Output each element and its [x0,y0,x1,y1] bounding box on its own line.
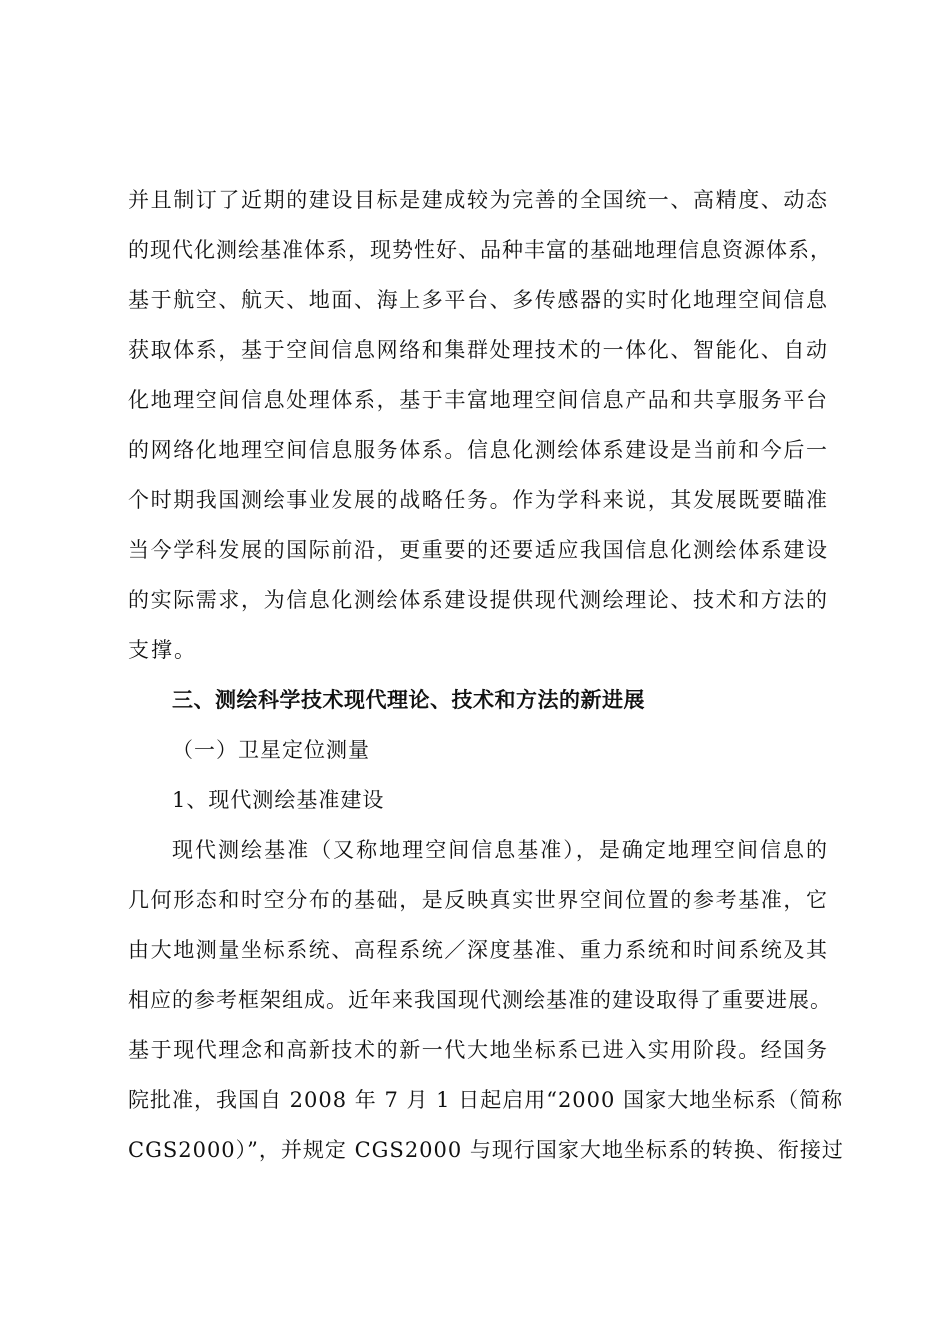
paragraph-line: 几何形态和时空分布的基础，是反映真实世界空间位置的参考基准，它 [128,888,828,912]
paragraph-line: 基于现代理念和高新技术的新一代大地坐标系已进入实用阶段。经国务 [128,1038,828,1062]
item-heading: 1、现代测绘基准建设 [172,788,385,812]
paragraph-line: 的实际需求，为信息化测绘体系建设提供现代测绘理论、技术和方法的 [128,588,828,612]
paragraph-line: 的网络化地理空间信息服务体系。信息化测绘体系建设是当前和今后一 [128,438,828,462]
paragraph-line: 化地理空间信息处理体系，基于丰富地理空间信息产品和共享服务平台 [128,388,828,412]
paragraph-line: 的现代化测绘基准体系，现势性好、品种丰富的基础地理信息资源体系， [128,238,832,262]
paragraph-line: 相应的参考框架组成。近年来我国现代测绘基准的建设取得了重要进展。 [128,988,832,1012]
subsection-heading: （一）卫星定位测量 [172,738,370,762]
paragraph-line: CGS2000）”，并规定 CGS2000 与现行国家大地坐标系的转换、衔接过 [128,1138,844,1162]
paragraph-line: 个时期我国测绘事业发展的战略任务。作为学科来说，其发展既要瞄准 [128,488,828,512]
paragraph-line: 并且制订了近期的建设目标是建成较为完善的全国统一、高精度、动态 [128,188,828,212]
section-heading: 三、测绘科学技术现代理论、技术和方法的新进展 [172,688,645,712]
paragraph-line: 获取体系，基于空间信息网络和集群处理技术的一体化、智能化、自动 [128,338,828,362]
paragraph-line: 院批准，我国自 2008 年 7 月 1 日起启用“2000 国家大地坐标系（简称 [128,1088,844,1112]
paragraph-line: 由大地测量坐标系统、高程系统／深度基准、重力系统和时间系统及其 [128,938,828,962]
paragraph-line: 当今学科发展的国际前沿，更重要的还要适应我国信息化测绘体系建设 [128,538,828,562]
paragraph-line: 基于航空、航天、地面、海上多平台、多传感器的实时化地理空间信息 [128,288,828,312]
paragraph-line: 现代测绘基准（又称地理空间信息基准），是确定地理空间信息的 [172,838,828,862]
paragraph-line: 支撑。 [128,638,197,662]
